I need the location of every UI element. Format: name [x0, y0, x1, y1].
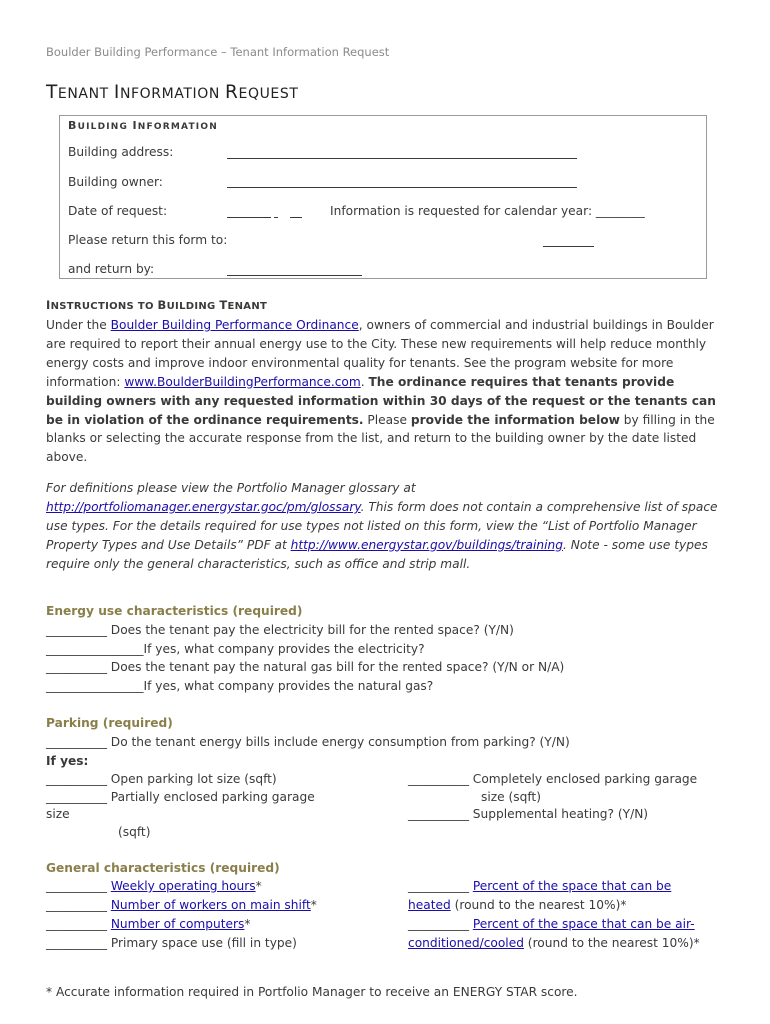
building-info-heading — [68, 119, 218, 132]
heading-part: UILDING — [77, 122, 133, 132]
blank[interactable]: __________ — [408, 879, 469, 893]
general-weekly-hours[interactable] — [46, 879, 262, 893]
general-cooled-cont — [408, 936, 700, 950]
return-by-field[interactable] — [227, 275, 362, 276]
energy-heading: Energy use characteristics (required) — [46, 604, 303, 618]
return-by-label: and return by: — [68, 262, 155, 276]
general-computers[interactable] — [46, 917, 251, 931]
blank[interactable]: __________ — [46, 879, 107, 893]
blank[interactable]: __________ — [46, 917, 107, 931]
parking-heading: Parking (required) — [46, 716, 173, 730]
building-info-box — [59, 115, 707, 279]
parking-enclosed-garage-size: size (sqft) — [481, 790, 541, 804]
title-part: R — [225, 82, 239, 103]
title-part: NFORMATION — [119, 86, 226, 102]
bold-requirement: The ordinance requires that tenants provide building owners with any requested information within 30 days of the request or the tenants can be in violation of the ordinance requirements. — [46, 374, 716, 427]
blank[interactable]: __________ — [46, 936, 107, 950]
definitions-paragraph — [46, 479, 726, 574]
general-heated[interactable] — [408, 879, 671, 893]
page-title — [46, 82, 299, 103]
title-part: T — [46, 82, 58, 103]
parking-supplemental-heating[interactable]: __________ Supplemental heating? (Y/N) — [408, 807, 649, 821]
general-heading: General characteristics (required) — [46, 861, 280, 875]
heading-part: NFORMATION — [137, 122, 218, 132]
heading-part: I — [132, 119, 138, 132]
energy-q4[interactable]: ________________If yes, what company provides the natural gas? — [46, 679, 434, 693]
building-owner-label: Building owner: — [68, 175, 163, 189]
calendar-year-label: Information is requested for calendar year: ________ — [330, 204, 645, 218]
text: . — [360, 374, 369, 389]
building-owner-field[interactable] — [227, 187, 577, 188]
bold-provide: provide the information below — [410, 412, 620, 427]
asterisk: * — [244, 917, 251, 931]
cooled-link-2[interactable]: conditioned/cooled — [408, 936, 524, 950]
energy-q1[interactable]: __________ Does the tenant pay the electricity bill for the rented space? (Y/N) — [46, 623, 514, 637]
general-cooled[interactable] — [408, 917, 695, 931]
text: . Note - some use types require only the general characteristics, such as office and strip mall. — [46, 537, 708, 571]
heated-link[interactable]: Percent of the space that can be — [472, 879, 672, 893]
title-part: EQUEST — [238, 86, 299, 102]
return-to-label: Please return this form to: — [68, 233, 228, 247]
blank[interactable]: __________ — [408, 917, 469, 931]
date-of-request-label: Date of request: — [68, 204, 168, 218]
ordinance-link[interactable]: Boulder Building Performance Ordinance — [110, 318, 359, 332]
parking-q1[interactable]: __________ Do the tenant energy bills include energy consumption from parking? (Y/N) — [46, 735, 570, 749]
instructions-heading — [46, 298, 267, 312]
building-address-field[interactable] — [227, 158, 577, 159]
heading-part: T — [219, 298, 228, 312]
text: , owners of commercial and industrial buildings in Boulder are required to report their annual energy use to the City. These new requirements will help reduce monthly energy costs and improve indoor environmental quality for tenants. See the program website for more information: — [46, 318, 714, 389]
glossary-link[interactable]: http://portfoliomanager.energystar.goc/pm/glossary — [46, 499, 361, 514]
date-of-request-field-extra — [290, 217, 302, 218]
title-part: ENANT — [57, 86, 114, 102]
general-workers[interactable] — [46, 898, 317, 912]
text: by filling in the blanks or selecting the accurate response from the list, and return to the building owner by the date listed above. — [46, 412, 715, 465]
heading-part: NSTRUCTIONS TO — [50, 301, 158, 312]
training-link[interactable]: http://www.energystar.gov/buildings/training — [290, 537, 563, 552]
return-to-field[interactable] — [543, 246, 594, 247]
footnote: * Accurate information required in Portfolio Manager to receive an ENERGY STAR score. — [46, 985, 578, 999]
asterisk: * — [310, 898, 317, 912]
blank[interactable]: __________ — [46, 898, 107, 912]
program-website-link[interactable]: www.BoulderBuildingPerformance.com — [124, 374, 361, 389]
title-part: I — [113, 82, 120, 103]
parking-open-lot[interactable]: __________ Open parking lot size (sqft) — [46, 772, 277, 786]
parking-if-yes: If yes: — [46, 754, 89, 768]
heated-link-2[interactable]: heated — [408, 898, 451, 912]
general-heated-cont — [408, 898, 626, 912]
workers-link[interactable]: Number of workers on main shift — [110, 898, 311, 912]
parking-enclosed-garage[interactable]: __________ Completely enclosed parking garage — [408, 772, 698, 786]
heading-part: B — [157, 298, 167, 312]
building-address-label: Building address: — [68, 145, 174, 159]
text: . This form does not contain a comprehensive list of space use types. For the details required for use types not listed on this form, view the “List of Portfolio Manager Property Types and Use Details” PDF at — [46, 499, 718, 552]
computers-link[interactable]: Number of computers — [110, 917, 245, 931]
heading-part: B — [68, 119, 78, 132]
heading-part: UILDING — [166, 301, 220, 312]
text: Under the — [46, 318, 111, 332]
energy-q3[interactable]: __________ Does the tenant pay the natural gas bill for the rented space? (Y/N or N/A) — [46, 660, 565, 674]
heading-part: ENANT — [227, 301, 268, 312]
date-of-request-field[interactable] — [227, 217, 271, 218]
instructions-paragraph — [46, 316, 726, 467]
primary-use-label: Primary space use (fill in type) — [110, 936, 297, 950]
date-of-request-field-extra — [274, 217, 278, 218]
weekly-hours-link[interactable]: Weekly operating hours — [110, 879, 256, 893]
text: For definitions please view the Portfolio Manager glossary at — [46, 481, 416, 495]
asterisk: * — [255, 879, 262, 893]
text: Please — [363, 412, 411, 427]
round-note: (round to the nearest 10%)* — [523, 936, 700, 950]
cooled-link[interactable]: Percent of the space that can be air- — [472, 917, 695, 931]
energy-q2[interactable]: ________________If yes, what company provides the electricity? — [46, 642, 425, 656]
general-primary-use[interactable] — [46, 936, 297, 950]
parking-partial-garage-unit: (sqft) — [118, 825, 151, 839]
parking-partial-garage[interactable]: __________ Partially enclosed parking garage — [46, 790, 315, 804]
page-header: Boulder Building Performance – Tenant Information Request — [46, 45, 390, 59]
heading-part: I — [46, 298, 51, 312]
parking-partial-garage-size: size — [46, 807, 70, 821]
round-note: (round to the nearest 10%)* — [450, 898, 627, 912]
